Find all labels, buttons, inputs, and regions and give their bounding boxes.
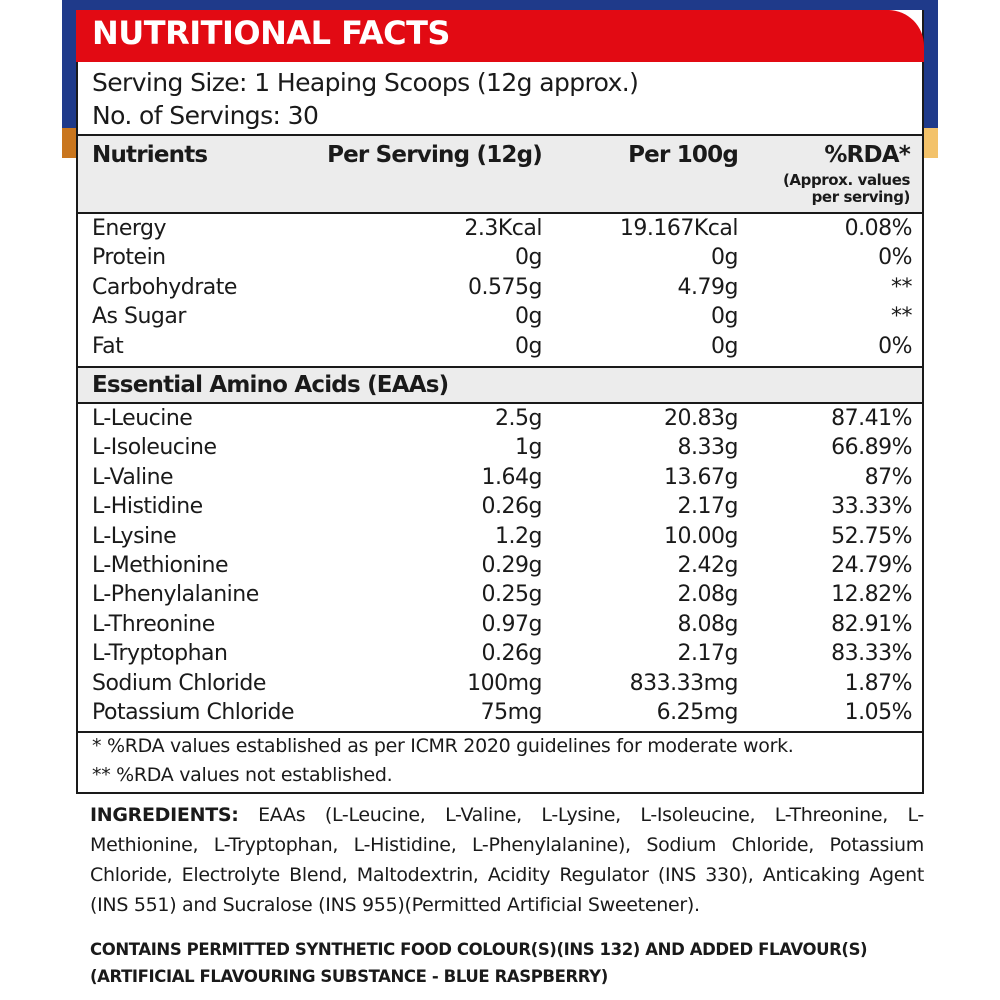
row-per-100g: 2.17g [677, 494, 738, 520]
table-row [78, 333, 922, 363]
row-per-100g: 19.167Kcal [619, 216, 738, 241]
row-per-serving: 0.26g [481, 641, 542, 667]
contains-statement: CONTAINS PERMITTED SYNTHETIC FOOD COLOUR(S)(INS 132) AND ADDED FLAVOUR(S) (ARTIFICIAL FLAVOURING SUBSTANCE - BLUE RASPBERRY) [90, 940, 868, 986]
footnote-not-established: ** %RDA values not established. [92, 764, 393, 786]
row-per-serving: 1.2g [495, 523, 542, 549]
row-name: Potassium Chloride [92, 700, 294, 725]
row-name: L-Lysine [92, 523, 177, 549]
row-per-100g: 6.25mg [656, 700, 738, 725]
eaa-header-label: Essential Amino Acids (EAAs) [92, 372, 449, 398]
row-rda: 0% [878, 245, 912, 271]
background-accent-right [922, 128, 938, 158]
row-per-100g: 10.00g [664, 523, 738, 549]
table-row [78, 274, 922, 304]
row-per-serving: 75mg [480, 700, 542, 725]
table-row [78, 699, 922, 729]
table-row [78, 434, 922, 464]
row-name: Carbohydrate [92, 274, 237, 300]
row-per-serving: 100mg [467, 670, 542, 696]
row-per-100g: 0g [711, 333, 738, 359]
row-name: L-Tryptophan [92, 641, 228, 667]
row-name: L-Valine [92, 464, 174, 490]
row-per-serving: 2.5g [495, 406, 542, 431]
row-name: L-Histidine [92, 494, 203, 520]
row-name: Fat [92, 333, 124, 359]
row-per-serving: 0.97g [481, 611, 542, 637]
panel-title: NUTRITIONAL FACTS [92, 14, 450, 52]
row-rda: 52.75% [831, 523, 912, 549]
serving-size: Serving Size: 1 Heaping Scoops (12g approx.) [92, 68, 639, 97]
row-per-serving: 0g [515, 245, 542, 271]
row-per-serving: 0g [515, 333, 542, 359]
rda-note-line-1: (Approx. values [782, 171, 910, 189]
row-rda: 33.33% [831, 494, 912, 520]
header-per-serving: Per Serving (12g) [327, 142, 542, 168]
table-row [78, 552, 922, 582]
row-rda: 0.08% [844, 216, 912, 241]
row-name: L-Leucine [92, 406, 193, 431]
row-rda: 0% [878, 333, 912, 359]
row-name: L-Threonine [92, 611, 215, 637]
row-per-100g: 833.33mg [629, 670, 738, 696]
table-row [78, 303, 922, 333]
row-rda: 87% [864, 464, 912, 490]
row-per-100g: 2.17g [677, 641, 738, 667]
table-row [78, 523, 922, 553]
table-row [78, 464, 922, 494]
row-rda: 87.41% [831, 406, 912, 431]
row-per-100g: 0g [711, 245, 738, 271]
header-rda-note [783, 172, 910, 206]
row-per-serving: 1g [515, 435, 542, 461]
row-name: Sodium Chloride [92, 670, 266, 696]
rda-note-line-2: per serving) [811, 188, 910, 206]
servings-count: No. of Servings: 30 [92, 101, 319, 130]
row-per-100g: 2.08g [677, 582, 738, 608]
row-rda: ** [891, 304, 912, 330]
row-per-serving: 0g [515, 304, 542, 330]
row-per-serving: 1.64g [481, 464, 542, 490]
header-nutrients: Nutrients [92, 142, 208, 168]
row-per-serving: 2.3Kcal [464, 216, 542, 241]
table-row [78, 493, 922, 523]
row-rda: 66.89% [831, 435, 912, 461]
row-name: L-Phenylalanine [92, 582, 259, 608]
row-per-100g: 4.79g [677, 274, 738, 300]
table-row [78, 640, 922, 670]
row-rda: 82.91% [831, 611, 912, 637]
row-name: L-Isoleucine [92, 435, 217, 461]
row-per-100g: 8.08g [677, 611, 738, 637]
row-rda: 12.82% [831, 582, 912, 608]
row-per-serving: 0.26g [481, 494, 542, 520]
row-name: As Sugar [92, 304, 186, 330]
footnote-rda: * %RDA values established as per ICMR 2020 guidelines for moderate work. [92, 735, 794, 757]
table-header [78, 134, 922, 214]
table-row [78, 215, 922, 245]
header-rda: %RDA* [824, 142, 910, 168]
row-name: Protein [92, 245, 166, 271]
row-name: L-Methionine [92, 553, 229, 578]
ingredients-label: INGREDIENTS: [90, 804, 239, 826]
row-per-100g: 20.83g [664, 406, 738, 431]
row-per-100g: 13.67g [664, 464, 738, 490]
row-rda: 24.79% [831, 553, 912, 578]
table-row [78, 670, 922, 700]
table-row [78, 405, 922, 435]
row-rda: ** [891, 274, 912, 300]
table-row [78, 244, 922, 274]
table-row [78, 611, 922, 641]
row-per-100g: 2.42g [677, 553, 738, 578]
row-per-serving: 0.29g [481, 553, 542, 578]
header-per-100g: Per 100g [628, 142, 738, 168]
footnote-divider [78, 731, 922, 733]
ingredients-text: EAAs (L-Leucine, L-Valine, L-Lysine, L-Isoleucine, L-Threonine, L-Methionine, L-Tryptophan, L-Histidine, L-Phenylalanine), Sodium Chloride, Potassium Chloride, Electrolyte Blend, Maltodextrin, Acidity Regulator (INS 330), Anticaking Agent (INS 551) and Sucralose (INS 955)(Permitted Artificial Sweetener). [90, 804, 924, 916]
row-per-serving: 0.25g [481, 582, 542, 608]
row-rda: 83.33% [831, 641, 912, 667]
row-per-100g: 0g [711, 304, 738, 330]
row-per-100g: 8.33g [677, 435, 738, 461]
row-per-serving: 0.575g [468, 274, 542, 300]
row-rda: 1.05% [844, 700, 912, 725]
row-name: Energy [92, 216, 167, 241]
ingredients [90, 800, 924, 920]
table-row [78, 581, 922, 611]
row-rda: 1.87% [844, 670, 912, 696]
eaa-header [78, 366, 922, 404]
title-bar [76, 10, 924, 62]
